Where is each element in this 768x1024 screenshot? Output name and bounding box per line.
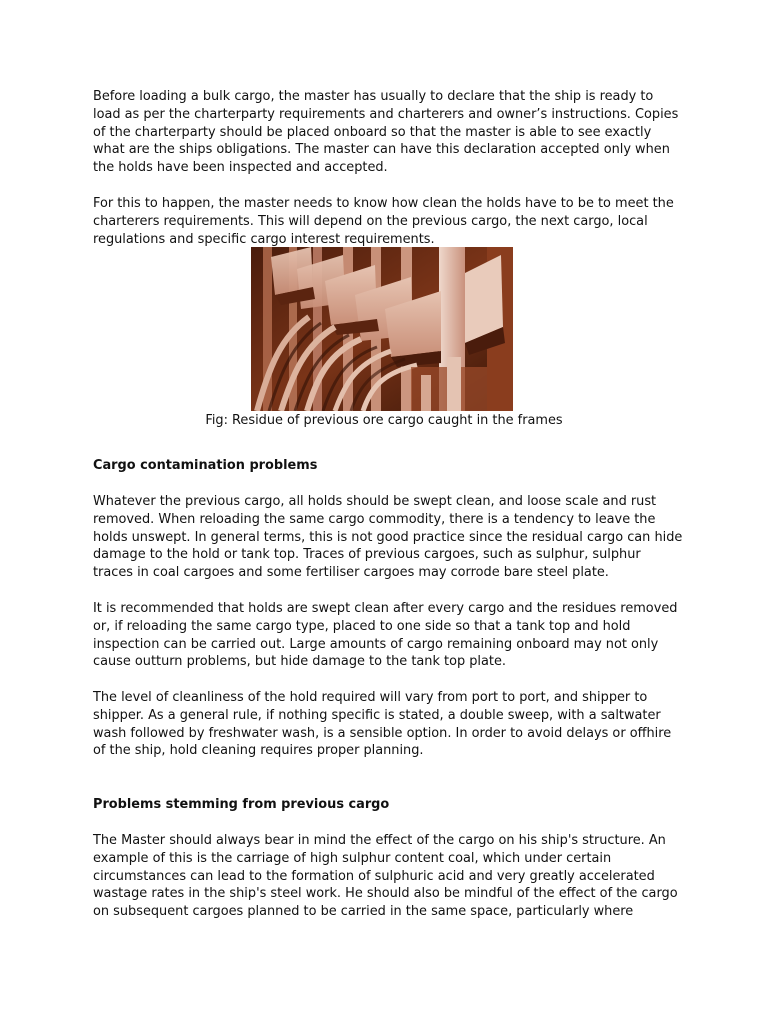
paragraph-cargo-effects: The Master should always bear in mind the effect of the cargo on his ship's structure. An example of this is the carriage of high sulphur content coal, which under certain circumstances can lead to the formation of sulphuric acid and very greatly accelerated wastage rates in the ship's steel work. He should also be mindful of the effect of the cargo on subsequent cargoes planned to be carried in the same space, particularly where [93, 833, 678, 920]
paragraph-residue-removal: It is recommended that holds are swept clean after every cargo and the residues removed or, if reloading the same cargo type, placed to one side so that a tank top and hold inspection can be carried out. Large amounts of cargo remaining onboard may not only cause outturn problems, but hide damage to the tank top plate. [93, 601, 678, 670]
heading-previous-cargo-problems: Problems stemming from previous cargo [93, 797, 390, 812]
paragraph-cleanliness-requirements: For this to happen, the master needs to know how clean the holds have to be to meet the charterers requirements. This will depend on the previous cargo, the next cargo, local regulations and specific cargo interest requirements. [93, 196, 674, 247]
paragraph-declaration: Before loading a bulk cargo, the master has usually to declare that the ship is ready to load as per the charterparty requirements and charterers and owner’s instructions. Copies of the charterparty should be placed onboard so that the master is able to see exactly what are the ships obligations. The master can have this declaration accepted only when the holds have been inspected and accepted. [93, 89, 679, 176]
hold-frames-illustration [251, 247, 513, 411]
paragraph-cleanliness-level: The level of cleanliness of the hold required will vary from port to port, and shipper to shipper. As a general rule, if nothing specific is stated, a double sweep, with a saltwater wash followed by freshwater wash, is a sensible option. In order to avoid delays or offhire of the ship, hold cleaning requires proper planning. [93, 690, 672, 759]
figure-caption: Fig: Residue of previous ore cargo caught in the frames [205, 413, 563, 428]
paragraph-sweeping-holds: Whatever the previous cargo, all holds should be swept clean, and loose scale and rust removed. When reloading the same cargo commodity, there is a tendency to leave the holds unswept. In general terms, this is not good practice since the residual cargo can hide damage to the hold or tank top. Traces of previous cargoes, such as sulphur, sulphur traces in coal cargoes and some fertiliser cargoes may corrode bare steel plate. [93, 494, 683, 581]
cargo-hold-frames-photo [251, 247, 513, 411]
heading-cargo-contamination: Cargo contamination problems [93, 458, 318, 473]
